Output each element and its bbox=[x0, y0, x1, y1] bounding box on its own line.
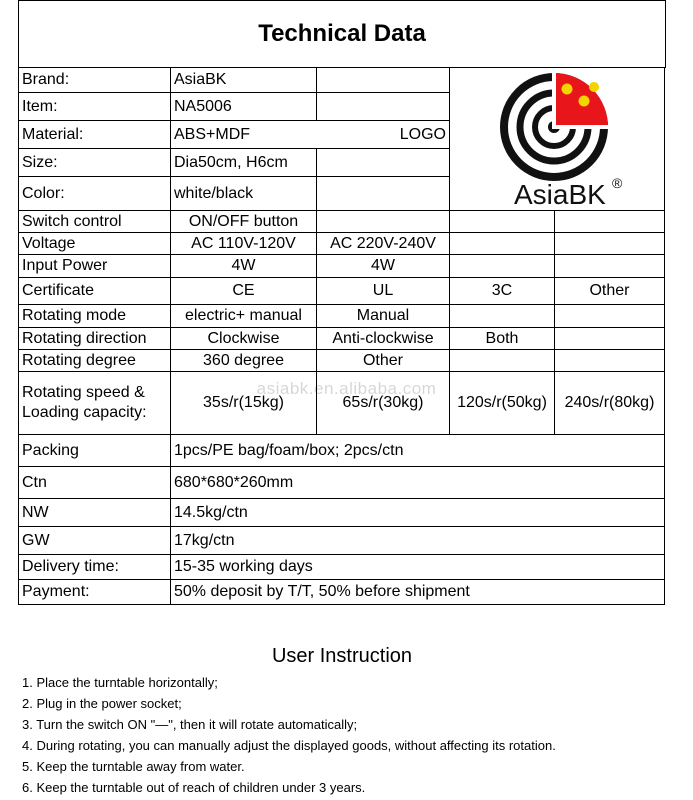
voltage-v2: AC 220V-240V bbox=[317, 233, 450, 255]
degree-c4 bbox=[555, 350, 665, 372]
mode-v2: Manual bbox=[317, 305, 450, 328]
logo-divider-h bbox=[552, 125, 608, 129]
instruction-title: User Instruction bbox=[271, 645, 413, 667]
direction-label: Rotating direction bbox=[19, 328, 171, 350]
speed-v1: 35s/r(15kg) bbox=[171, 372, 317, 435]
voltage-c4 bbox=[555, 233, 665, 255]
delivery-label: Delivery time: bbox=[19, 555, 171, 580]
packing-value: 1pcs/PE bag/foam/box; 2pcs/ctn bbox=[171, 435, 665, 467]
material-value: ABS+MDF bbox=[174, 125, 251, 143]
watermark: asiabk.en.alibaba.com bbox=[256, 379, 437, 398]
speed-v2: 65s/r(30kg) bbox=[317, 372, 450, 435]
logo-yellow-dot-2 bbox=[579, 96, 590, 107]
instruction-5: 5. Keep the turntable away from water. bbox=[22, 759, 245, 774]
degree-v2: Other bbox=[317, 350, 450, 372]
degree-c3 bbox=[450, 350, 555, 372]
direction-c4 bbox=[555, 328, 665, 350]
title-box bbox=[18, 0, 666, 68]
brand-extra bbox=[317, 67, 450, 93]
mode-label: Rotating mode bbox=[19, 305, 171, 328]
direction-v2: Anti-clockwise bbox=[317, 328, 450, 350]
delivery-value: 15-35 working days bbox=[171, 555, 665, 580]
instruction-1: 1. Place the turntable horizontally; bbox=[22, 675, 218, 690]
page-title: Technical Data bbox=[258, 20, 426, 47]
certificate-v2: UL bbox=[317, 278, 450, 305]
voltage-label: Voltage bbox=[19, 233, 171, 255]
degree-v1: 360 degree bbox=[171, 350, 317, 372]
payment-label: Payment: bbox=[19, 580, 171, 605]
mode-c3 bbox=[450, 305, 555, 328]
logo-yellow-dot-1 bbox=[562, 84, 573, 95]
mode-c4 bbox=[555, 305, 665, 328]
degree-label: Rotating degree bbox=[19, 350, 171, 372]
switch-c3 bbox=[450, 211, 555, 233]
certificate-v4: Other bbox=[555, 278, 665, 305]
brand-label: Brand: bbox=[19, 67, 171, 93]
item-value: NA5006 bbox=[171, 93, 317, 121]
power-c4 bbox=[555, 255, 665, 278]
power-v2: 4W bbox=[317, 255, 450, 278]
payment-value: 50% deposit by T/T, 50% before shipment bbox=[171, 580, 665, 605]
color-extra bbox=[317, 177, 450, 211]
logo-yellow-dot-3 bbox=[589, 82, 599, 92]
material-cell bbox=[171, 121, 450, 149]
direction-v1: Clockwise bbox=[171, 328, 317, 350]
logo-divider-v bbox=[552, 73, 556, 129]
certificate-v3: 3C bbox=[450, 278, 555, 305]
brand-value: AsiaBK bbox=[171, 67, 317, 93]
material-label: Material: bbox=[19, 121, 171, 149]
instruction-6: 6. Keep the turntable out of reach of children under 3 years. bbox=[22, 780, 366, 795]
color-label: Color: bbox=[19, 177, 171, 211]
speed-label-line2: Loading capacity: bbox=[22, 404, 147, 421]
voltage-c3 bbox=[450, 233, 555, 255]
asiabk-logo bbox=[450, 67, 663, 209]
ctn-label: Ctn bbox=[19, 467, 171, 499]
gw-label: GW bbox=[19, 527, 171, 555]
instruction-3: 3. Turn the switch ON "—", then it will rotate automatically; bbox=[22, 717, 358, 732]
power-c3 bbox=[450, 255, 555, 278]
size-value: Dia50cm, H6cm bbox=[171, 149, 317, 177]
logo-brand-text: AsiaBK bbox=[514, 179, 606, 209]
instruction-2: 2. Plug in the power socket; bbox=[22, 696, 182, 711]
packing-label: Packing bbox=[19, 435, 171, 467]
nw-label: NW bbox=[19, 499, 171, 527]
nw-value: 14.5kg/ctn bbox=[171, 499, 665, 527]
speed-v3: 120s/r(50kg) bbox=[450, 372, 555, 435]
ctn-value: 680*680*260mm bbox=[171, 467, 665, 499]
speed-label-line1: Rotating speed & bbox=[22, 384, 145, 401]
certificate-v1: CE bbox=[171, 278, 317, 305]
direction-v3: Both bbox=[450, 328, 555, 350]
switch-c4 bbox=[555, 211, 665, 233]
power-label: Input Power bbox=[19, 255, 171, 278]
speed-label bbox=[19, 372, 171, 435]
power-v1: 4W bbox=[171, 255, 317, 278]
instruction-4: 4. During rotating, you can manually adjust the displayed goods, without affecting its rotation. bbox=[22, 738, 556, 753]
item-extra bbox=[317, 93, 450, 121]
voltage-v1: AC 110V-120V bbox=[171, 233, 317, 255]
certificate-label: Certificate bbox=[19, 278, 171, 305]
switch-label: Switch control bbox=[19, 211, 171, 233]
size-extra bbox=[317, 149, 450, 177]
item-label: Item: bbox=[19, 93, 171, 121]
speed-v4: 240s/r(80kg) bbox=[555, 372, 665, 435]
size-label: Size: bbox=[19, 149, 171, 177]
switch-value: ON/OFF button bbox=[171, 211, 317, 233]
logo-cell bbox=[450, 67, 665, 211]
color-value: white/black bbox=[171, 177, 317, 211]
gw-value: 17kg/ctn bbox=[171, 527, 665, 555]
logo-registered-mark: ® bbox=[612, 175, 623, 191]
mode-v1: electric+ manual bbox=[171, 305, 317, 328]
switch-c2 bbox=[317, 211, 450, 233]
logo-label: LOGO bbox=[399, 125, 446, 143]
